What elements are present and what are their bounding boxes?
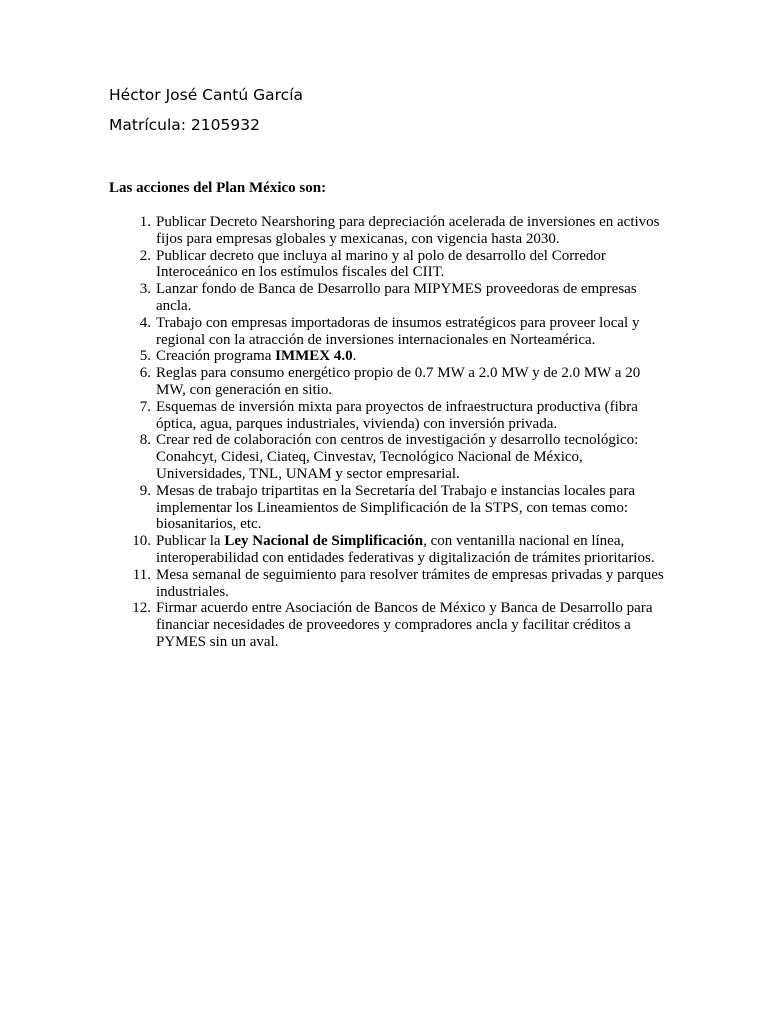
list-item bbox=[109, 365, 669, 399]
list-item bbox=[109, 315, 669, 349]
list-item bbox=[109, 214, 669, 248]
list-text-post: . bbox=[352, 348, 357, 365]
list-number: 8. bbox=[139, 432, 151, 449]
list-text: Esquemas de inversión mixta para proyectos de infraestructura productiva (fibra óptica, agua, parques industriales, vivienda) con inversión privada. bbox=[156, 398, 638, 432]
list-item bbox=[109, 248, 669, 282]
list-item bbox=[109, 348, 669, 365]
list-text-pre: Publicar la bbox=[156, 533, 225, 550]
list-text-post: , con ventanilla nacional en línea, interoperabilidad con entidades federativas y digitalización de trámites prioritarios. bbox=[156, 533, 655, 566]
list-number: 6. bbox=[139, 365, 151, 382]
list-item bbox=[109, 432, 669, 482]
list-text-bold: Ley Nacional de Simplificación bbox=[224, 533, 424, 550]
list-text-pre: Creación programa bbox=[156, 348, 276, 365]
list-number: 2. bbox=[139, 247, 151, 264]
list-item bbox=[109, 567, 669, 601]
list-text-bold: IMMEX 4.0 bbox=[275, 348, 353, 365]
list-text: Mesas de trabajo tripartitas en la Secretaría del Trabajo e instancias locales para implementar los Lineamientos de Simplificación de la STPS, con temas como: biosanitarios, etc. bbox=[156, 482, 635, 533]
list-text: Crear red de colaboración con centros de investigación y desarrollo tecnológico: Conahcyt, Cidesi, Ciateq, Cinvestav, Tecnológico Nacional de México, Universidades, TNL, UNAM y sector empresarial. bbox=[156, 432, 639, 482]
list-number: 10. bbox=[132, 533, 151, 550]
list-text: Firmar acuerdo entre Asociación de Bancos de México y Banca de Desarrollo para financiar necesidades de proveedores y compradores ancla y facilitar créditos a PYMES sin un aval. bbox=[156, 600, 653, 650]
list-text: Publicar decreto que incluya al marino y al polo de desarrollo del Corredor Interoceánico en los estímulos fiscales del CIIT. bbox=[156, 247, 606, 281]
list-number: 3. bbox=[139, 281, 151, 298]
list-text: Trabajo con empresas importadoras de insumos estratégicos para proveer local y regional con la atracción de inversiones internacionales en Norteamérica. bbox=[156, 314, 640, 348]
author-name: Héctor José Cantú García bbox=[109, 86, 304, 104]
list-item bbox=[109, 281, 669, 315]
list-text: Reglas para consumo energético propio de 0.7 MW a 2.0 MW y de 2.0 MW a 20 MW, con generación en sitio. bbox=[156, 365, 641, 398]
list-text bbox=[156, 533, 655, 566]
list-item bbox=[109, 533, 669, 567]
list-number: 4. bbox=[139, 314, 151, 331]
list-text: Lanzar fondo de Banca de Desarrollo para MIPYMES proveedoras de empresas ancla. bbox=[156, 281, 637, 314]
list-number: 1. bbox=[139, 214, 151, 230]
list-text: Publicar Decreto Nearshoring para depreciación acelerada de inversiones en activos fijos para empresas globales y mexicanas, con vigencia hasta 2030. bbox=[156, 214, 660, 247]
list-number: 5. bbox=[139, 348, 151, 365]
section-heading: Las acciones del Plan México son: bbox=[109, 180, 327, 196]
list-number: 11. bbox=[132, 566, 151, 583]
list-number: 7. bbox=[139, 398, 151, 415]
list-text: Mesa semanal de seguimiento para resolver trámites de empresas privadas y parques industriales. bbox=[156, 566, 664, 600]
list-number: 9. bbox=[139, 482, 151, 499]
list-number: 12. bbox=[132, 600, 151, 617]
actions-list bbox=[109, 214, 669, 651]
list-item bbox=[109, 600, 669, 650]
student-id: Matrícula: 2105932 bbox=[109, 116, 260, 134]
list-text bbox=[156, 348, 356, 364]
list-item bbox=[109, 399, 669, 433]
list-item bbox=[109, 483, 669, 533]
